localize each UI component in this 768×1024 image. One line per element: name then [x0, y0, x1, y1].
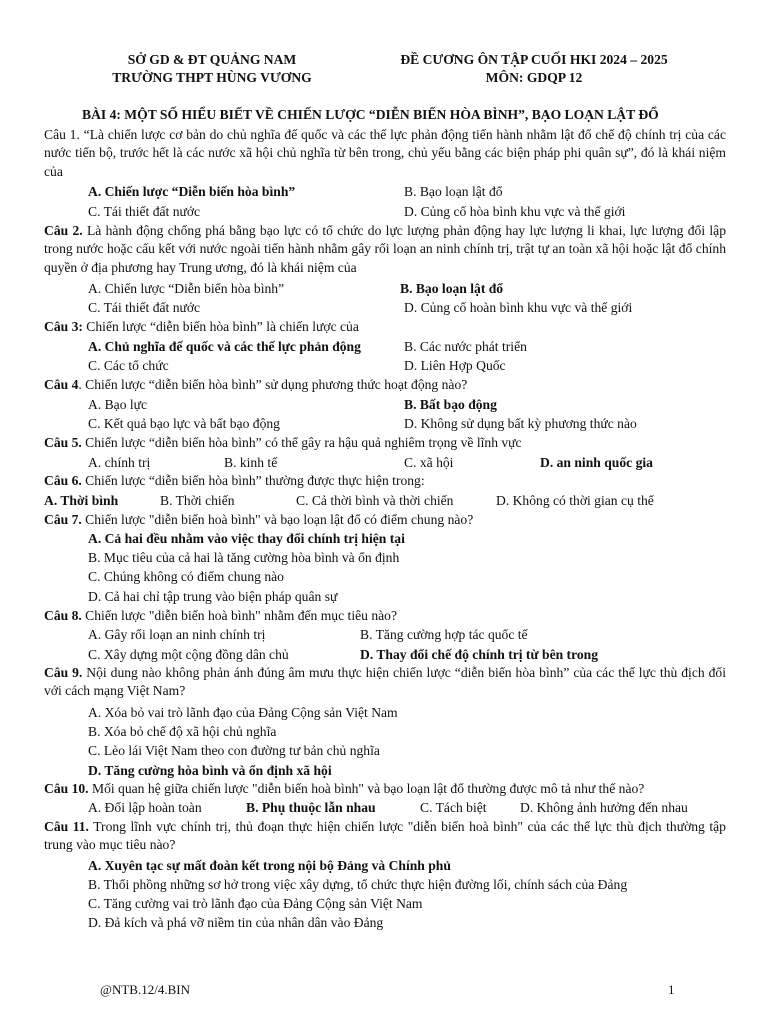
- q6-option-b: B. Thời chiến: [160, 493, 235, 508]
- q6-option-d: D. Không có thời gian cụ thể: [496, 493, 654, 508]
- question-label: Câu 10.: [44, 781, 89, 796]
- q11-option-a: A. Xuyên tạc sự mất đoàn kết trong nội bộ Đảng và Chính phủ: [88, 858, 451, 873]
- q10-option-c: C. Tách biệt: [420, 800, 487, 815]
- q2-option-b: B. Bạo loạn lật đổ: [400, 281, 504, 296]
- question-6: [44, 472, 425, 490]
- question-text: Chiến lược "diễn biến hoà bình" và bạo loạn lật đổ có điểm chung nào?: [81, 512, 474, 527]
- q2-option-a: A. Chiến lược “Diễn biến hòa bình”: [88, 281, 285, 296]
- q8-option-a: A. Gây rối loạn an ninh chính trị: [88, 627, 266, 642]
- question-10: [44, 780, 644, 798]
- school-name: TRƯỜNG THPT HÙNG VƯƠNG: [112, 70, 312, 85]
- q7-option-b: B. Mục tiêu của cả hai là tăng cường hòa bình và ổn định: [88, 550, 400, 565]
- q2-option-c: C. Tái thiết đất nước: [88, 300, 201, 315]
- q9-option-a: A. Xóa bỏ vai trò lãnh đạo của Đảng Cộng sản Việt Nam: [88, 705, 398, 720]
- question-label: Câu 8.: [44, 608, 82, 623]
- q1-option-c: C. Tái thiết đất nước: [88, 204, 201, 219]
- q7-option-a: A. Cả hai đều nhằm vào việc thay đổi chính trị hiện tại: [88, 531, 405, 546]
- subject-name: MÔN: GDQP 12: [485, 70, 583, 85]
- q3-option-d: D. Liên Hợp Quốc: [404, 358, 506, 373]
- question-text: Là hành động chống phá bằng bạo lực có tổ chức do lực lượng phản động hay lực lượng li khai, lực lượng đối lập trong nước hoặc cấu kết với nước ngoài tiến hành nhằm gây rối loạn an ninh chính trị, trật tự an toàn xã hội hoặc lật đổ chính quyền ở địa phương hay Trung ương, đó là khái niệm của: [44, 223, 726, 275]
- document-title: ĐỀ CƯƠNG ÔN TẬP CUỐI HKI 2024 – 2025: [400, 52, 668, 67]
- q8-option-d: D. Thay đổi chế độ chính trị từ bên trong: [360, 647, 599, 662]
- q7-option-d: D. Cả hai chỉ tập trung vào biện pháp quân sự: [88, 589, 338, 604]
- question-label: Câu 1.: [44, 127, 80, 142]
- footer-code: @NTB.12/4.BIN: [100, 982, 190, 997]
- question-label: Câu 3:: [44, 319, 83, 334]
- question-text: Nội dung nào không phản ánh đúng âm mưu thực hiện chiến lược “diễn biến hòa bình” của các thế lực thù địch đối với cách mạng Việt Nam?: [44, 665, 726, 699]
- q10-option-d: D. Không ảnh hưởng đến nhau: [520, 800, 688, 815]
- q4-option-a: A. Bạo lực: [88, 397, 148, 412]
- q1-option-d: D. Củng cố hòa bình khu vực và thế giới: [404, 204, 626, 219]
- question-text: Chiến lược "diễn biến hoà bình" nhằm đến mục tiêu nào?: [81, 608, 397, 623]
- q1-option-a: A. Chiến lược “Diễn biến hòa bình”: [88, 184, 296, 199]
- q5-option-c: C. xã hội: [404, 455, 454, 470]
- question-label: Câu 9.: [44, 665, 83, 680]
- question-label: Câu 2.: [44, 223, 83, 238]
- q4-option-d: D. Không sử dụng bất kỳ phương thức nào: [404, 416, 637, 431]
- question-2: [44, 222, 726, 277]
- page-number: 1: [668, 982, 675, 997]
- question-text: . Chiến lược “diễn biến hòa bình” sử dụng phương thức hoạt động nào?: [78, 377, 468, 392]
- q5-option-b: B. kinh tế: [224, 455, 278, 470]
- question-5: [44, 434, 522, 452]
- question-label: Câu 4: [44, 377, 79, 392]
- q8-option-c: C. Xây dựng một cộng đồng dân chủ: [88, 647, 289, 662]
- q1-option-b: B. Bạo loạn lật đổ: [404, 184, 503, 199]
- q11-option-c: C. Tăng cường vai trò lãnh đạo của Đảng Cộng sản Việt Nam: [88, 896, 423, 911]
- question-1: [44, 126, 726, 181]
- q4-option-b: B. Bất bạo động: [404, 397, 497, 412]
- question-label: Câu 6.: [44, 473, 82, 488]
- question-text: Chiến lược “diễn biến hòa bình” có thể gây ra hậu quả nghiêm trọng về lĩnh vực: [81, 435, 522, 450]
- lesson-title: BÀI 4: MỘT SỐ HIỂU BIẾT VỀ CHIẾN LƯỢC “DIỄN BIẾN HÒA BÌNH”, BẠO LOẠN LẬT ĐỔ: [82, 107, 659, 122]
- q4-option-c: C. Kết quả bạo lực và bất bạo động: [88, 416, 280, 431]
- school-department: SỞ GD & ĐT QUẢNG NAM: [127, 52, 297, 67]
- q2-option-d: D. Củng cố hoàn bình khu vực và thế giới: [404, 300, 633, 315]
- question-text: Chiến lược “diễn biến hòa bình” là chiến lược của: [82, 319, 359, 334]
- q11-option-d: D. Đả kích và phá vỡ niềm tin của nhân dân vào Đảng: [88, 915, 384, 930]
- q11-option-b: B. Thổi phồng những sơ hở trong việc xây dựng, tổ chức thực hiện đường lối, chính sách của Đảng: [88, 877, 628, 892]
- q6-option-c: C. Cả thời bình và thời chiến: [296, 493, 454, 508]
- q9-option-b: B. Xóa bỏ chế độ xã hội chủ nghĩa: [88, 724, 277, 739]
- question-4: [44, 376, 467, 394]
- q3-option-c: C. Các tổ chức: [88, 358, 169, 373]
- q5-option-a: A. chính trị: [88, 455, 151, 470]
- q9-option-c: C. Lèo lái Việt Nam theo con đường tư bản chủ nghĩa: [88, 743, 380, 758]
- question-8: [44, 607, 397, 625]
- question-text: “Là chiến lược cơ bản do chủ nghĩa đế quốc và các thế lực phản động tiến hành nhằm lật đổ chế độ chính trị của các nước tiến bộ, trước hết là các nước xã hội chủ nghĩa từ bên trong, chủ yếu bằng các biện pháp phi quân sự”, đó là khái niệm của: [44, 127, 726, 179]
- q7-option-c: C. Chúng không có điểm chung nào: [88, 569, 284, 584]
- q9-option-d: D. Tăng cường hòa bình và ổn định xã hội: [88, 763, 332, 778]
- question-9: [44, 664, 726, 701]
- q5-option-d: D. an ninh quốc gia: [540, 455, 653, 470]
- q10-option-a: A. Đối lập hoàn toàn: [88, 800, 202, 815]
- question-text: Chiến lược “diễn biến hòa bình” thường được thực hiện trong:: [81, 473, 425, 488]
- q3-option-a: A. Chủ nghĩa đế quốc và các thế lực phản động: [88, 339, 361, 354]
- q8-option-b: B. Tăng cường hợp tác quốc tế: [360, 627, 528, 642]
- question-11: [44, 818, 726, 855]
- question-label: Câu 7.: [44, 512, 82, 527]
- question-label: Câu 11.: [44, 819, 89, 834]
- question-text: Mối quan hệ giữa chiến lược "diễn biến hoà bình" và bạo loạn lật đổ thường được mô tả như thế nào?: [88, 781, 645, 796]
- q10-option-b: B. Phụ thuộc lẫn nhau: [246, 800, 376, 815]
- question-text: Trong lĩnh vực chính trị, thủ đoạn thực hiện chiến lược "diễn biến hoà bình" của các thế lực thù địch thường tập trung vào mục tiêu nào?: [44, 819, 726, 853]
- question-7: [44, 511, 473, 529]
- question-label: Câu 5.: [44, 435, 82, 450]
- q3-option-b: B. Các nước phát triển: [404, 339, 527, 354]
- q6-option-a: A. Thời bình: [44, 493, 119, 508]
- question-3: [44, 318, 359, 336]
